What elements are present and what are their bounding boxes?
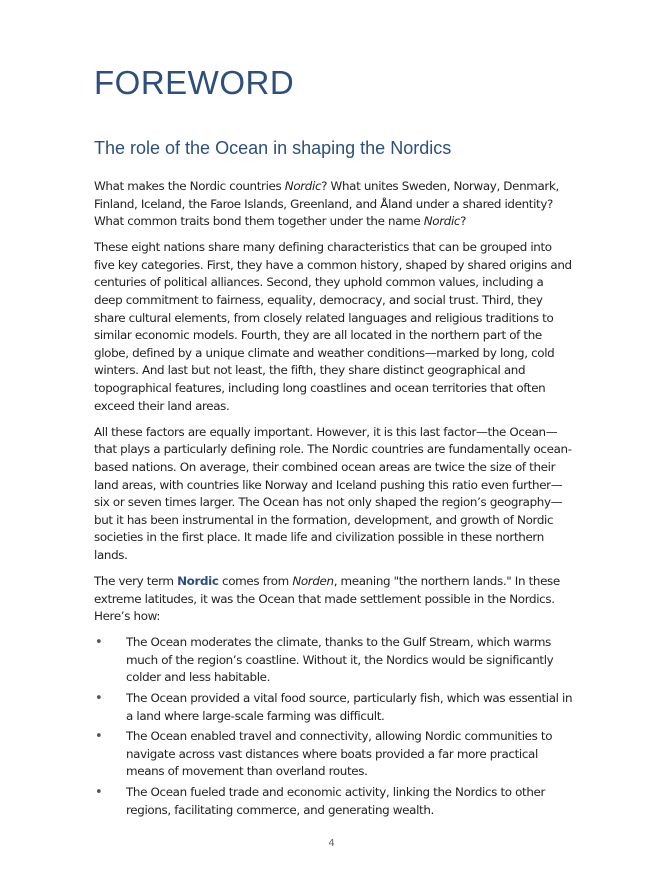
bullet-icon: • <box>95 785 103 800</box>
paragraph-4-text-a: The very term <box>94 573 178 588</box>
paragraph-1-text-a: What makes the Nordic countries <box>94 179 285 193</box>
list-item <box>94 690 574 725</box>
paragraph-3: All these factors are equally important. However, it is this last factor—the Ocean—that plays a particularly defining role. The Nordic countries are fundamentally ocean-based nations. On average, their combined ocean areas are twice the size of their land areas, with countries like Norway and Iceland pushing this ratio even further—six or seven times larger. The Ocean has not only shaped the region’s geography—but it has been instrumental in the formation, development, and growth of Nordic societies in the first place. It made life and civilization possible in these northern lands. <box>94 424 572 562</box>
norden-term: Norden <box>292 573 334 588</box>
bullet-icon: • <box>95 691 103 707</box>
page-title: FOREWORD <box>94 64 295 101</box>
paragraph-1-emphasis-2: Nordic <box>423 214 461 229</box>
paragraph-4 <box>94 573 574 626</box>
paragraph-4-text-c: , meaning "the northern lands." In these extreme latitudes, it was the Ocean that made settlement possible in the Nordics. Here’s how: <box>94 573 560 624</box>
paragraph-1-text-c: ? <box>460 214 467 229</box>
list-item-text: The Ocean enabled travel and connectivity, allowing Nordic communities to navigate across vast distances where boats provided a far more practical means of movement than overland routes. <box>126 729 553 779</box>
page-number: 4 <box>328 838 335 849</box>
paragraph-1 <box>94 178 574 231</box>
list-item <box>94 634 574 687</box>
paragraph-1-text-b: ? What unites Sweden, Norway, Denmark, Finland, Iceland, the Faroe Islands, Greenland, and Åland under a shared identity? What common traits bond them together under the name <box>94 179 559 229</box>
section-heading: The role of the Ocean in shaping the Nordics <box>94 138 452 158</box>
bullet-icon: • <box>95 729 103 745</box>
body-text <box>94 178 574 822</box>
paragraph-2: These eight nations share many defining characteristics that can be grouped into five key categories. First, they have a common history, shaped by shared origins and centuries of political alliances. Second, they uphold common values, including a deep commitment to fairness, equality, democracy, and social trust. Third, they share cultural elements, from closely related languages and religious traditions to similar economic models. Fourth, they are all located in the northern part of the globe, defined by a unique climate and weather conditions—marked by long, cold winters. And last but not least, the fifth, they share distinct geographical and topographical features, including long coastlines and ocean territories that often exceed their land areas. <box>94 240 572 413</box>
list-item-text: The Ocean provided a vital food source, particularly fish, which was essential in a land where large-scale farming was difficult. <box>126 691 573 723</box>
paragraph-1-emphasis-1: Nordic <box>284 179 322 193</box>
list-item <box>94 784 574 819</box>
list-item <box>94 728 574 781</box>
bullet-list <box>94 634 574 819</box>
list-item-text: The Ocean fueled trade and economic activity, linking the Nordics to other regions, facilitating commerce, and generating wealth. <box>126 785 546 817</box>
nordic-term: Nordic <box>177 573 219 588</box>
paragraph-4-text-b: comes from <box>218 573 293 588</box>
list-item-text: The Ocean moderates the climate, thanks to the Gulf Stream, which warms much of the region’s coastline. Without it, the Nordics would be significantly colder and less habitable. <box>126 635 554 685</box>
bullet-icon: • <box>95 635 103 651</box>
